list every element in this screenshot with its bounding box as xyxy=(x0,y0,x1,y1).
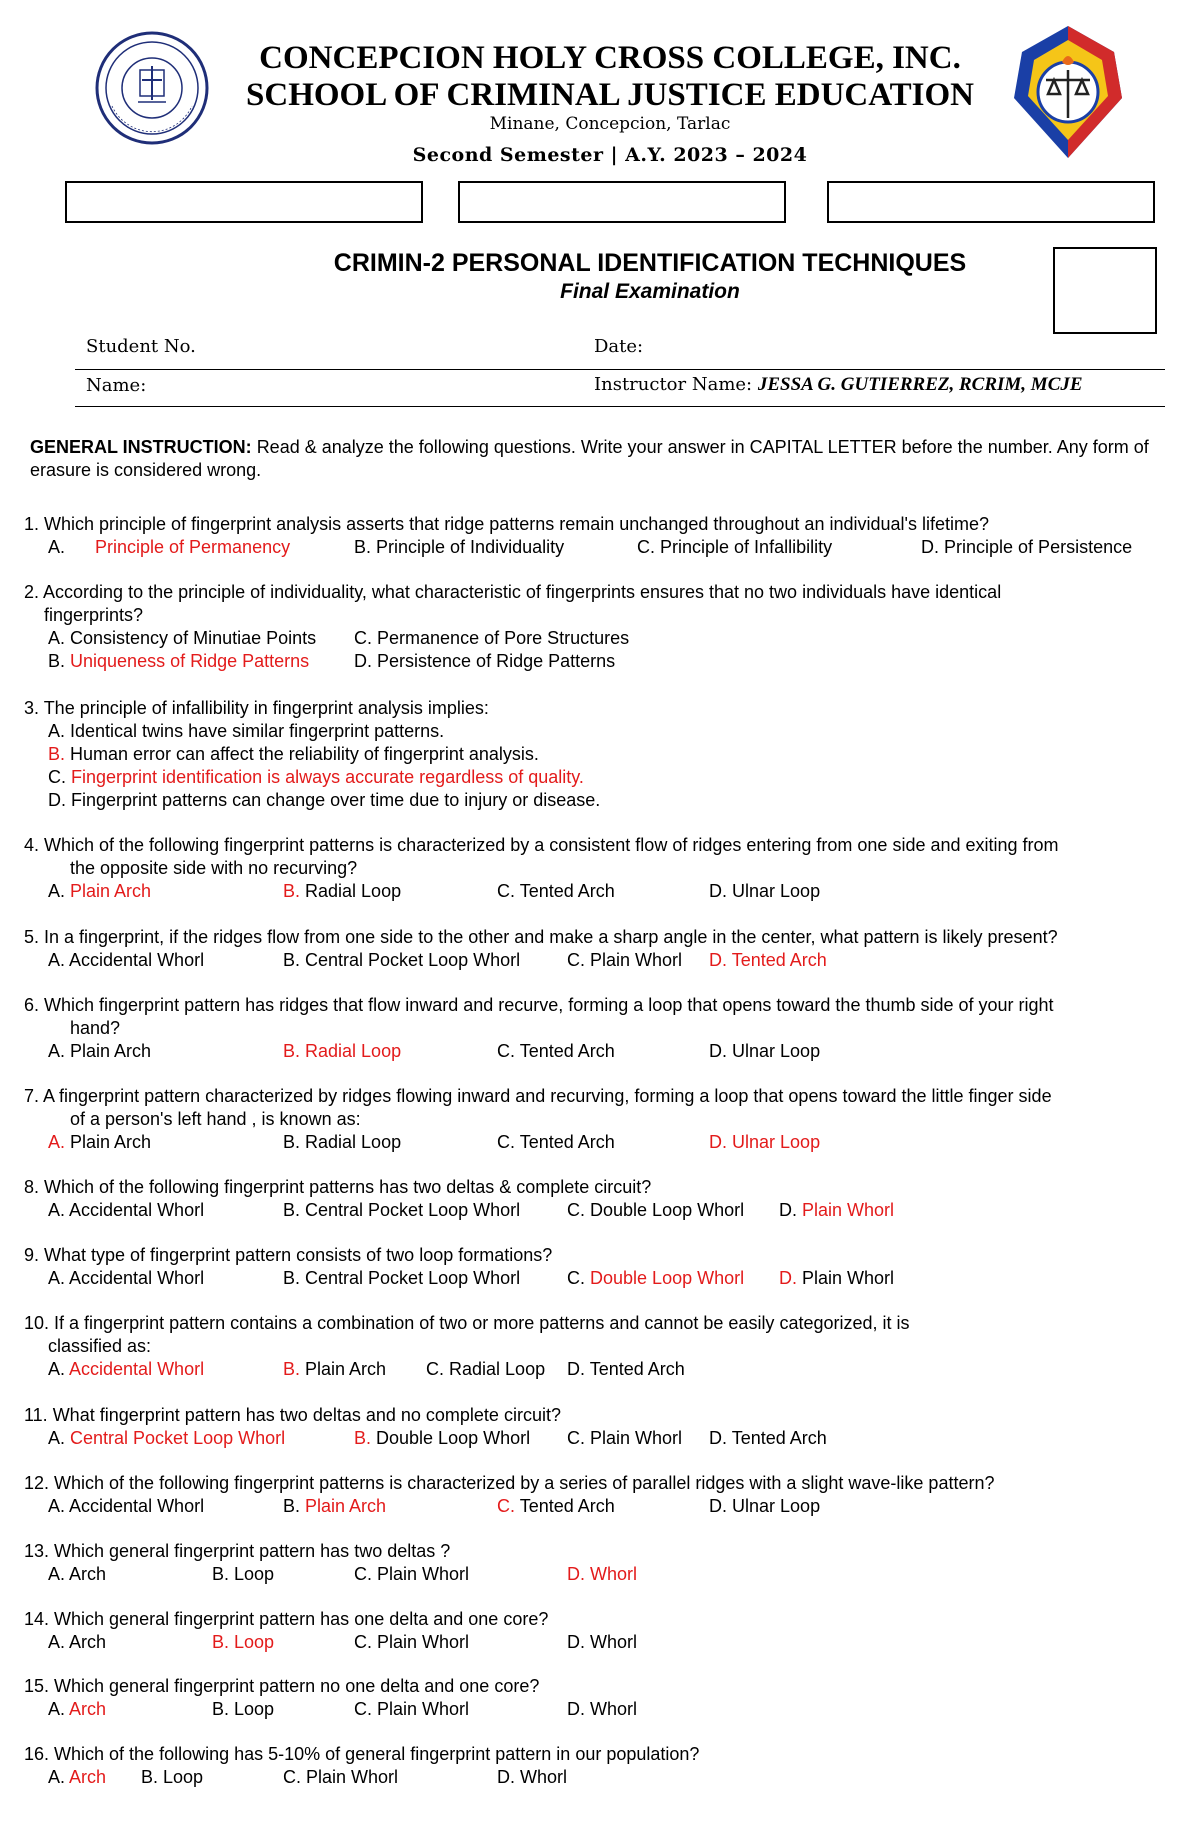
criminology-emblem-logo xyxy=(1010,22,1126,162)
choice-letter: C. xyxy=(48,767,72,787)
date-label: Date: xyxy=(594,336,644,357)
choice-text: Plain Whorl xyxy=(377,1564,470,1584)
choice-letter: C. xyxy=(354,1699,378,1719)
score-box[interactable] xyxy=(1053,247,1157,334)
choice-letter: D. xyxy=(354,651,378,671)
choice-letter: C. xyxy=(567,950,591,970)
question-10-choice xyxy=(48,1358,204,1381)
choice-letter: B. xyxy=(283,1200,306,1220)
header-blank-box-3[interactable] xyxy=(827,181,1155,223)
choice-letter: B. xyxy=(283,1132,306,1152)
question-16-text: 16. Which of the following has 5-10% of general fingerprint pattern in our population? xyxy=(24,1744,700,1764)
question-6-choice xyxy=(48,1040,151,1063)
question-2-text: fingerprints? xyxy=(44,605,144,625)
question-7-text: of a person's left hand , is known as: xyxy=(70,1109,361,1129)
question-5-choice xyxy=(48,949,204,972)
info-divider xyxy=(75,369,1165,370)
question-14-choice xyxy=(354,1631,469,1654)
question-15-text: 15. Which general fingerprint pattern no one delta and one core? xyxy=(24,1676,540,1696)
choice-text: Radial Loop xyxy=(305,881,402,901)
choice-text: Plain Whorl xyxy=(377,1632,470,1652)
header-blank-box-2[interactable] xyxy=(458,181,786,223)
choice-letter: B. xyxy=(354,537,377,557)
choice-text: Permanence of Pore Structures xyxy=(377,628,630,648)
choice-text: Plain Whorl xyxy=(802,1200,895,1220)
choice-text: Principle of Persistence xyxy=(944,537,1133,557)
choice-letter: C. xyxy=(567,1200,591,1220)
choice-letter: A. xyxy=(48,721,71,741)
choice-text: Radial Loop xyxy=(449,1359,546,1379)
question-6-text: 6. Which fingerprint pattern has ridges that flow inward and recurve, forming a loop that opens toward the thumb side of your right xyxy=(24,995,1054,1015)
choice-text: Arch xyxy=(69,1632,107,1652)
choice-letter: C. xyxy=(354,1632,378,1652)
instructor-name: JESSA G. GUTIERREZ, RCRIM, MCJE xyxy=(757,374,1083,395)
name-label: Name: xyxy=(86,375,147,396)
question-7-choice xyxy=(283,1131,401,1154)
choice-text: Accidental Whorl xyxy=(69,1200,205,1220)
question-16-choice xyxy=(141,1766,203,1789)
choice-text: Accidental Whorl xyxy=(69,1268,205,1288)
question-10-text: classified as: xyxy=(48,1336,152,1356)
question-10-choice xyxy=(567,1358,685,1381)
choice-text: Whorl xyxy=(590,1699,638,1719)
choice-letter: B. xyxy=(283,1496,306,1516)
choice-letter: D. xyxy=(921,537,945,557)
choice-letter: D. xyxy=(567,1632,591,1652)
choice-text: Tented Arch xyxy=(519,881,615,901)
question-8-choice xyxy=(48,1199,204,1222)
choice-text: Double Loop Whorl xyxy=(590,1200,745,1220)
question-10-choice xyxy=(283,1358,386,1381)
choice-letter: B. xyxy=(283,1359,306,1379)
choice-text: Loop xyxy=(234,1564,275,1584)
choice-letter: A. xyxy=(48,1200,70,1220)
question-4-choice xyxy=(497,880,615,903)
choice-text: Ulnar Loop xyxy=(732,1496,821,1516)
question-3-choice xyxy=(48,743,539,766)
question-2-choice xyxy=(354,650,615,673)
choice-letter: A. xyxy=(48,1767,70,1787)
question-14-choice xyxy=(48,1631,106,1654)
choice-letter: A. xyxy=(48,1268,70,1288)
choice-text: Principle of Infallibility xyxy=(660,537,833,557)
question-12-text: 12. Which of the following fingerprint patterns is characterized by a series of parallel ridges with a slight wave-like pattern? xyxy=(24,1473,995,1493)
question-7-choice xyxy=(48,1131,151,1154)
choice-letter: B. xyxy=(141,1767,164,1787)
choice-text: Radial Loop xyxy=(305,1041,402,1061)
question-1-choice xyxy=(354,536,564,559)
choice-text: Ulnar Loop xyxy=(732,1132,821,1152)
choice-text: Tented Arch xyxy=(519,1132,615,1152)
choice-letter: B. xyxy=(283,1268,306,1288)
choice-text: Plain Whorl xyxy=(377,1699,470,1719)
info-divider xyxy=(75,406,1165,407)
choice-letter: A. xyxy=(48,1428,71,1448)
choice-text: Principle of Individuality xyxy=(376,537,565,557)
question-4-choice xyxy=(709,880,820,903)
choice-letter: D. xyxy=(779,1200,803,1220)
choice-text: Central Pocket Loop Whorl xyxy=(70,1428,286,1448)
choice-letter: A. xyxy=(48,537,66,557)
question-11-choice xyxy=(567,1427,682,1450)
choice-text: Plain Whorl xyxy=(306,1767,399,1787)
choice-letter: D. xyxy=(567,1564,591,1584)
question-4-choice xyxy=(48,880,151,903)
choice-letter: D. xyxy=(567,1699,591,1719)
choice-letter: B. xyxy=(283,950,306,970)
question-3-choice xyxy=(48,789,600,812)
choice-letter: D. xyxy=(709,950,732,970)
school-address: Minane, Concepcion, Tarlac xyxy=(489,114,731,134)
choice-text: Ulnar Loop xyxy=(732,881,821,901)
question-3-choice xyxy=(48,720,444,743)
question-6-choice xyxy=(709,1040,820,1063)
choice-letter: D. xyxy=(567,1359,590,1379)
choice-letter: B. xyxy=(48,744,71,764)
question-5-text: 5. In a fingerprint, if the ridges flow from one side to the other and make a sharp angle in the center, what pattern is likely present? xyxy=(24,927,1058,947)
question-8-text: 8. Which of the following fingerprint patterns has two deltas & complete circuit? xyxy=(24,1177,652,1197)
instructor-label: Instructor Name: xyxy=(594,374,753,395)
school-name: CONCEPCION HOLY CROSS COLLEGE, INC. xyxy=(259,40,961,76)
question-9-text: 9. What type of fingerprint pattern consists of two loop formations? xyxy=(24,1245,553,1265)
question-11-choice xyxy=(354,1427,530,1450)
choice-text: Arch xyxy=(69,1699,107,1719)
choice-text: Central Pocket Loop Whorl xyxy=(305,1268,521,1288)
choice-letter: D. xyxy=(709,881,733,901)
choice-text: Tented Arch xyxy=(519,1496,615,1516)
choice-letter: C. xyxy=(497,1496,520,1516)
choice-text: Central Pocket Loop Whorl xyxy=(305,1200,521,1220)
question-13-text: 13. Which general fingerprint pattern has two deltas ? xyxy=(24,1541,451,1561)
choice-text: Plain Arch xyxy=(70,1041,152,1061)
question-2-choice xyxy=(48,627,316,650)
question-1-choice xyxy=(637,536,832,559)
choice-text: Loop xyxy=(234,1699,275,1719)
choice-letter: D. xyxy=(709,1428,732,1448)
choice-text: Arch xyxy=(69,1767,107,1787)
question-13-choice xyxy=(48,1563,106,1586)
choice-letter: B. xyxy=(283,881,306,901)
question-9-choice xyxy=(567,1267,744,1290)
semester-label: Second Semester | A.Y. 2023 – 2024 xyxy=(412,144,808,166)
question-8-choice xyxy=(283,1199,520,1222)
choice-letter: A. xyxy=(48,1041,71,1061)
choice-letter: B. xyxy=(212,1699,235,1719)
question-15-choice xyxy=(567,1698,637,1721)
question-2-choice xyxy=(354,627,629,650)
department-name: SCHOOL OF CRIMINAL JUSTICE EDUCATION xyxy=(246,77,974,113)
question-15-choice xyxy=(48,1698,106,1721)
question-7-text: 7. A fingerprint pattern characterized by ridges flowing inward and recurving, forming a loop that opens toward the little finger side xyxy=(24,1086,1052,1106)
course-title: CRIMIN-2 PERSONAL IDENTIFICATION TECHNIQUES xyxy=(333,249,967,277)
question-16-choice xyxy=(48,1766,106,1789)
question-12-choice xyxy=(497,1495,615,1518)
choice-text: Accidental Whorl xyxy=(69,1359,205,1379)
choice-letter: C. xyxy=(497,1041,520,1061)
question-11-text: 11. What fingerprint pattern has two deltas and no complete circuit? xyxy=(24,1405,561,1425)
choice-text: Arch xyxy=(69,1564,107,1584)
question-8-choice xyxy=(779,1199,894,1222)
question-11-choice xyxy=(48,1427,285,1450)
choice-text: Accidental Whorl xyxy=(69,950,205,970)
college-seal-logo xyxy=(94,30,210,146)
choice-letter: A. xyxy=(48,628,71,648)
choice-letter: C. xyxy=(637,537,661,557)
question-3-choice xyxy=(48,766,584,789)
question-15-choice xyxy=(212,1698,274,1721)
choice-letter: D. xyxy=(497,1767,521,1787)
question-13-choice xyxy=(567,1563,637,1586)
choice-letter: A. xyxy=(48,1699,70,1719)
question-16-choice xyxy=(497,1766,567,1789)
question-12-choice xyxy=(48,1495,204,1518)
choice-letter: A. xyxy=(48,1132,71,1152)
choice-letter: A. xyxy=(48,1496,70,1516)
choice-text: Fingerprint identification is always accurate regardless of quality. xyxy=(71,767,584,787)
question-10-choice xyxy=(426,1358,545,1381)
question-7-choice xyxy=(497,1131,615,1154)
choice-text: Tented Arch xyxy=(731,950,827,970)
choice-letter: C. xyxy=(354,628,378,648)
choice-letter: C. xyxy=(497,881,520,901)
question-5-choice xyxy=(567,949,682,972)
choice-text: Central Pocket Loop Whorl xyxy=(305,950,521,970)
choice-letter: B. xyxy=(48,651,71,671)
general-instruction xyxy=(30,436,1170,482)
instruction-label: GENERAL INSTRUCTION: xyxy=(30,437,252,457)
choice-letter: B. xyxy=(283,1041,306,1061)
choice-text: Plain Whorl xyxy=(802,1268,895,1288)
choice-text: Ulnar Loop xyxy=(732,1041,821,1061)
choice-text: Consistency of Minutiae Points xyxy=(70,628,317,648)
choice-text: Accidental Whorl xyxy=(69,1496,205,1516)
choice-letter: B. xyxy=(212,1632,235,1652)
choice-letter: A. xyxy=(48,1359,70,1379)
choice-letter: A. xyxy=(48,950,70,970)
question-6-choice xyxy=(497,1040,615,1063)
choice-text: Identical twins have similar fingerprint patterns. xyxy=(70,721,445,741)
question-14-text: 14. Which general fingerprint pattern has one delta and one core? xyxy=(24,1609,549,1629)
question-13-choice xyxy=(354,1563,469,1586)
choice-text: Persistence of Ridge Patterns xyxy=(377,651,616,671)
choice-letter: B. xyxy=(354,1428,377,1448)
choice-text: Human error can affect the reliability of fingerprint analysis. xyxy=(70,744,539,764)
header-blank-box-1[interactable] xyxy=(65,181,423,223)
choice-text: Plain Arch xyxy=(305,1359,387,1379)
choice-text: Plain Whorl xyxy=(590,1428,683,1448)
choice-text: Whorl xyxy=(590,1632,638,1652)
choice-text: Tented Arch xyxy=(731,1428,827,1448)
question-3-text: 3. The principle of infallibility in fingerprint analysis implies: xyxy=(24,698,489,718)
choice-letter: A. xyxy=(48,1564,70,1584)
choice-letter: D. xyxy=(48,790,72,810)
choice-letter: D. xyxy=(779,1268,803,1288)
question-1-choice xyxy=(921,536,1132,559)
choice-text: Double Loop Whorl xyxy=(376,1428,531,1448)
choice-letter: D. xyxy=(709,1496,733,1516)
question-13-choice xyxy=(212,1563,274,1586)
choice-text: Plain Arch xyxy=(70,1132,152,1152)
choice-text: Loop xyxy=(163,1767,204,1787)
question-7-choice xyxy=(709,1131,820,1154)
question-5-choice xyxy=(709,949,827,972)
instruction-text: Read & analyze the following questions. Write your answer in CAPITAL LETTER before the number. Any form of erasure is considered wrong. xyxy=(30,437,1149,480)
choice-letter: B. xyxy=(212,1564,235,1584)
choice-letter: D. xyxy=(709,1041,733,1061)
choice-letter: C. xyxy=(567,1268,591,1288)
question-12-choice xyxy=(283,1495,386,1518)
question-9-choice xyxy=(283,1267,520,1290)
question-4-choice xyxy=(283,880,401,903)
choice-text: Whorl xyxy=(590,1564,638,1584)
exam-type: Final Examination xyxy=(560,280,740,303)
question-14-choice xyxy=(212,1631,274,1654)
choice-text: Tented Arch xyxy=(519,1041,615,1061)
choice-text: Fingerprint patterns can change over time due to injury or disease. xyxy=(71,790,601,810)
choice-letter: C. xyxy=(567,1428,591,1448)
question-6-choice xyxy=(283,1040,401,1063)
question-1-text: 1. Which principle of fingerprint analysis asserts that ridge patterns remain unchanged throughout an individual's lifetime? xyxy=(24,514,989,534)
question-2-choice xyxy=(48,650,309,673)
choice-text: Loop xyxy=(234,1632,275,1652)
choice-letter: A. xyxy=(48,1632,70,1652)
question-6-text: hand? xyxy=(70,1018,121,1038)
question-12-choice xyxy=(709,1495,820,1518)
choice-text: Plain Arch xyxy=(70,881,152,901)
question-14-choice xyxy=(567,1631,637,1654)
choice-letter: C. xyxy=(283,1767,307,1787)
choice-text: Principle of Permanency xyxy=(95,537,291,557)
choice-letter: C. xyxy=(497,1132,520,1152)
question-9-choice xyxy=(48,1267,204,1290)
choice-text: Plain Arch xyxy=(305,1496,387,1516)
question-4-text: the opposite side with no recurving? xyxy=(70,858,358,878)
choice-text: Plain Whorl xyxy=(590,950,683,970)
student-no-label: Student No. xyxy=(86,336,196,357)
choice-text: Whorl xyxy=(520,1767,568,1787)
question-11-choice xyxy=(709,1427,827,1450)
choice-letter: A. xyxy=(48,881,71,901)
question-2-text: 2. According to the principle of individuality, what characteristic of fingerprints ensures that no two individuals have identical xyxy=(24,582,1002,602)
question-15-choice xyxy=(354,1698,469,1721)
choice-text: Tented Arch xyxy=(589,1359,685,1379)
question-8-choice xyxy=(567,1199,744,1222)
choice-text: Double Loop Whorl xyxy=(590,1268,745,1288)
question-16-choice xyxy=(283,1766,398,1789)
choice-letter: C. xyxy=(426,1359,450,1379)
question-4-text: 4. Which of the following fingerprint patterns is characterized by a consistent flow of ridges entering from one side and exiting from xyxy=(24,835,1059,855)
question-10-text: 10. If a fingerprint pattern contains a combination of two or more patterns and cannot be easily categorized, it is xyxy=(24,1313,910,1333)
choice-letter: D. xyxy=(709,1132,733,1152)
instructor-field xyxy=(594,374,1083,396)
choice-text: Radial Loop xyxy=(305,1132,402,1152)
question-5-choice xyxy=(283,949,520,972)
question-9-choice xyxy=(779,1267,894,1290)
choice-text: Uniqueness of Ridge Patterns xyxy=(70,651,310,671)
choice-letter: C. xyxy=(354,1564,378,1584)
